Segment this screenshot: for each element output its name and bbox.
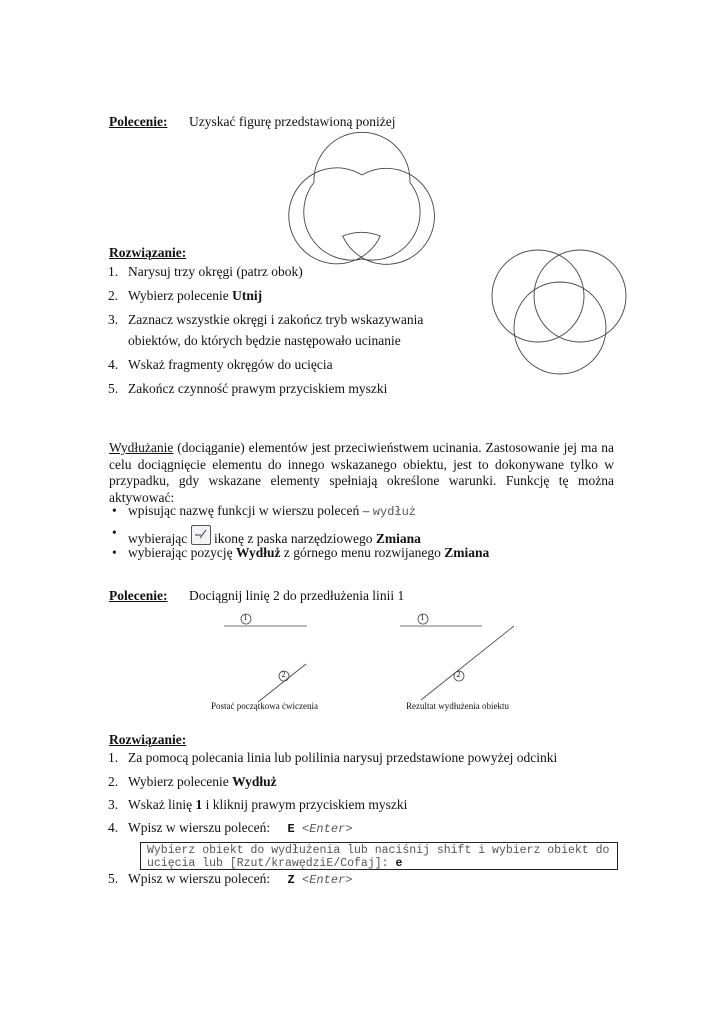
caption-initial: Postać początkowa ćwiczenia bbox=[211, 701, 318, 711]
trimmed-arc-top bbox=[314, 132, 410, 182]
command-prompt-line: ucięcia lub [Rzut/krawędziE/Cofaj]: bbox=[147, 857, 396, 870]
trimmed-arc-left bbox=[289, 168, 381, 264]
marker-1-label: 1 bbox=[243, 613, 248, 622]
list-item: 2. Wybierz polecenie Wydłuż bbox=[108, 774, 277, 789]
caption-result: Rezultat wydłużenia obiektu bbox=[406, 701, 509, 711]
list-item: 3. Zaznacz wszystkie okręgi i zakończ tryb wskazywania bbox=[108, 312, 424, 327]
list-item: 5. Wpisz w wierszu poleceń: Z <Enter> bbox=[108, 871, 353, 887]
list-item: 3. Wskaż linię 1 i kliknij prawym przyciskiem myszki bbox=[108, 797, 408, 812]
task-text: Dociągnij linię 2 do przedłużenia linii 1 bbox=[189, 588, 405, 603]
list-item: obiektów, do których będzie następowało ucinanie bbox=[128, 333, 401, 348]
inner-arc-3 bbox=[343, 232, 381, 236]
extend-paragraph: Wydłużanie (dociąganie) elementów jest przeciwieństwem ucinania. Zastosowanie jej ma na celu dociągnięcie elementu do innego wskazanego obiektu, jest to dokonywane tylko w przypadku, gdy wskazane elementy spełniają określone warunki. Funkcję tę można aktywować: bbox=[109, 440, 614, 505]
list-item: 4. Wpisz w wierszu poleceń: E <Enter> bbox=[108, 820, 353, 836]
list-item: 1. Za pomocą polecania linia lub polilinia narysuj przedstawione powyżej odcinki bbox=[108, 750, 558, 765]
list-item: 1. Narysuj trzy okręgi (patrz obok) bbox=[108, 264, 303, 279]
bullet-item: • wybierając pozycję Wydłuż z górnego menu rozwijanego Zmiana bbox=[112, 545, 490, 560]
line-2-result bbox=[421, 626, 514, 700]
marker-2-label: 2 bbox=[281, 670, 286, 679]
list-item: 2. Wybierz polecenie Utnij bbox=[108, 288, 263, 303]
inner-arc-2 bbox=[362, 183, 420, 261]
task-text: Uzyskać figurę przedstawioną poniżej bbox=[189, 114, 396, 129]
command-line-box bbox=[140, 842, 618, 870]
inner-arc-1 bbox=[304, 183, 362, 261]
circle-left bbox=[492, 250, 584, 342]
command-prompt-line: Wybierz obiekt do wydłużenia lub naciśnij shift i wybierz obiekt do bbox=[147, 844, 610, 857]
list-item: 4. Wskaż fragmenty okręgów do ucięcia bbox=[108, 357, 333, 372]
marker-2-label: 2 bbox=[456, 670, 461, 679]
command-answer: e bbox=[395, 857, 403, 870]
solution-title: Rozwiązanie: bbox=[109, 245, 187, 260]
list-item: 5. Zakończ czynność prawym przyciskiem myszki bbox=[108, 381, 388, 396]
circle-right bbox=[534, 250, 626, 342]
bullet-item: • wpisując nazwę funkcji w wierszu poleceń – wydłuż bbox=[112, 503, 417, 519]
task-label: Polecenie: bbox=[109, 114, 168, 129]
extend-tool-icon[interactable] bbox=[191, 525, 211, 545]
circle-bottom bbox=[514, 282, 606, 374]
bullet-item: • wybierając ikonę z paska narzędziowego Zmiana bbox=[112, 525, 421, 546]
marker-1-label: 1 bbox=[420, 613, 425, 622]
solution-title: Rozwiązanie: bbox=[109, 732, 187, 747]
task-label: Polecenie: bbox=[109, 588, 168, 603]
trimmed-arc-right bbox=[343, 168, 435, 264]
